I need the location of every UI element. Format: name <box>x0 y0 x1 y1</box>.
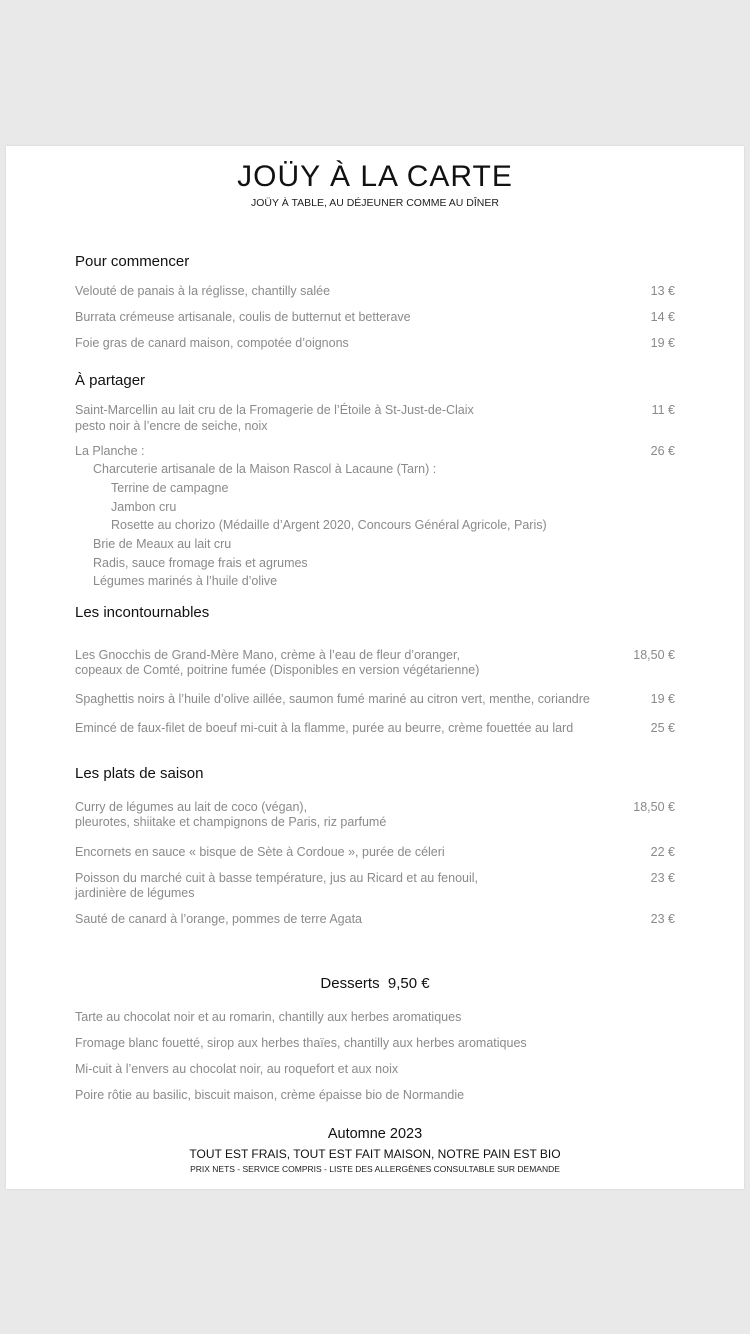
menu-subtitle: JOÜY À TABLE, AU DÉJEUNER COMME AU DÎNER <box>251 197 499 209</box>
menu-item-line: Emincé de faux-filet de boeuf mi-cuit à la flamme, purée au beurre, crème fouettée au lard <box>75 721 574 735</box>
dessert-item: Tarte au chocolat noir et au romarin, chantilly aux herbes aromatiques <box>75 1010 462 1024</box>
menu-item-price: 23 € <box>650 871 675 885</box>
section-title-starters: Pour commencer <box>75 253 190 270</box>
menu-item-price: 14 € <box>650 310 675 324</box>
menu-item-price: 22 € <box>650 845 675 859</box>
planche-line: Légumes marinés à l’huile d’olive <box>93 574 278 588</box>
menu-tagline: TOUT EST FRAIS, TOUT EST FAIT MAISON, NOTRE PAIN EST BIO <box>189 1147 561 1161</box>
menu-item-price: 23 € <box>650 912 675 926</box>
dessert-item: Fromage blanc fouetté, sirop aux herbes thaïes, chantilly aux herbes aromatiques <box>75 1036 527 1050</box>
menu-item-line: pesto noir à l’encre de seiche, noix <box>75 419 268 433</box>
menu-season: Automne 2023 <box>327 1126 423 1142</box>
menu-item-line: copeaux de Comté, poitrine fumée (Disponibles en version végétarienne) <box>75 663 480 677</box>
dessert-item: Mi-cuit à l’envers au chocolat noir, au roquefort et aux noix <box>75 1062 399 1076</box>
menu-item-price: 19 € <box>650 336 675 350</box>
menu-title: JOÜY À LA CARTE <box>237 160 513 193</box>
menu-item-planche: La Planche : <box>75 444 145 458</box>
menu-page <box>6 146 744 1189</box>
dessert-item: Poire rôtie au basilic, biscuit maison, crème épaisse bio de Normandie <box>75 1088 465 1102</box>
menu-item-line: Saint-Marcellin au lait cru de la Fromagerie de l’Étoile à St-Just-de-Claix <box>75 403 474 417</box>
menu-item-line: Poisson du marché cuit à basse température, jus au Ricard et au fenouil, <box>75 871 478 885</box>
planche-line: Brie de Meaux au lait cru <box>93 537 232 551</box>
planche-line: Terrine de campagne <box>111 481 229 495</box>
menu-item-line: Spaghettis noirs à l’huile d’olive aillée, saumon fumé mariné au citron vert, menthe, coriandre <box>75 692 590 706</box>
planche-line: Radis, sauce fromage frais et agrumes <box>93 556 308 570</box>
planche-line: Rosette au chorizo (Médaille d’Argent 2020, Concours Général Agricole, Paris) <box>111 518 547 532</box>
menu-item-price: 13 € <box>650 284 675 298</box>
planche-line: Jambon cru <box>111 500 177 514</box>
menu-item-line: Les Gnocchis de Grand-Mère Mano, crème à l’eau de fleur d’oranger, <box>75 648 460 662</box>
menu-item: Burrata crémeuse artisanale, coulis de butternut et betterave <box>75 310 411 324</box>
menu-item-line: Curry de légumes au lait de coco (végan), <box>75 800 308 814</box>
menu-item-price: 18,50 € <box>633 648 675 662</box>
section-title-sharing: À partager <box>75 372 146 389</box>
section-title-desserts: Desserts 9,50 € <box>320 975 430 992</box>
section-title-musts: Les incontournables <box>75 604 210 621</box>
menu-item-line: pleurotes, shiitake et champignons de Paris, riz parfumé <box>75 815 387 829</box>
menu-item: Velouté de panais à la réglisse, chantilly salée <box>75 284 331 298</box>
menu-legal-notice: PRIX NETS - SERVICE COMPRIS - LISTE DES ALLERGÈNES CONSULTABLE SUR DEMANDE <box>190 1164 560 1174</box>
menu-item-price: 25 € <box>650 721 675 735</box>
menu-item-price: 26 € <box>650 444 675 458</box>
section-title-seasonal: Les plats de saison <box>75 765 204 782</box>
menu-item-line: jardinière de légumes <box>75 886 195 900</box>
menu-item-price: 18,50 € <box>633 800 675 814</box>
menu-item-line: Encornets en sauce « bisque de Sète à Cordoue », purée de céleri <box>75 845 445 859</box>
menu-item-line: Sauté de canard à l’orange, pommes de terre Agata <box>75 912 362 926</box>
menu-item: Foie gras de canard maison, compotée d’oignons <box>75 336 349 350</box>
menu-item-price: 19 € <box>650 692 675 706</box>
menu-item-price: 11 € <box>651 403 675 417</box>
planche-line: Charcuterie artisanale de la Maison Rascol à Lacaune (Tarn) : <box>93 462 437 476</box>
